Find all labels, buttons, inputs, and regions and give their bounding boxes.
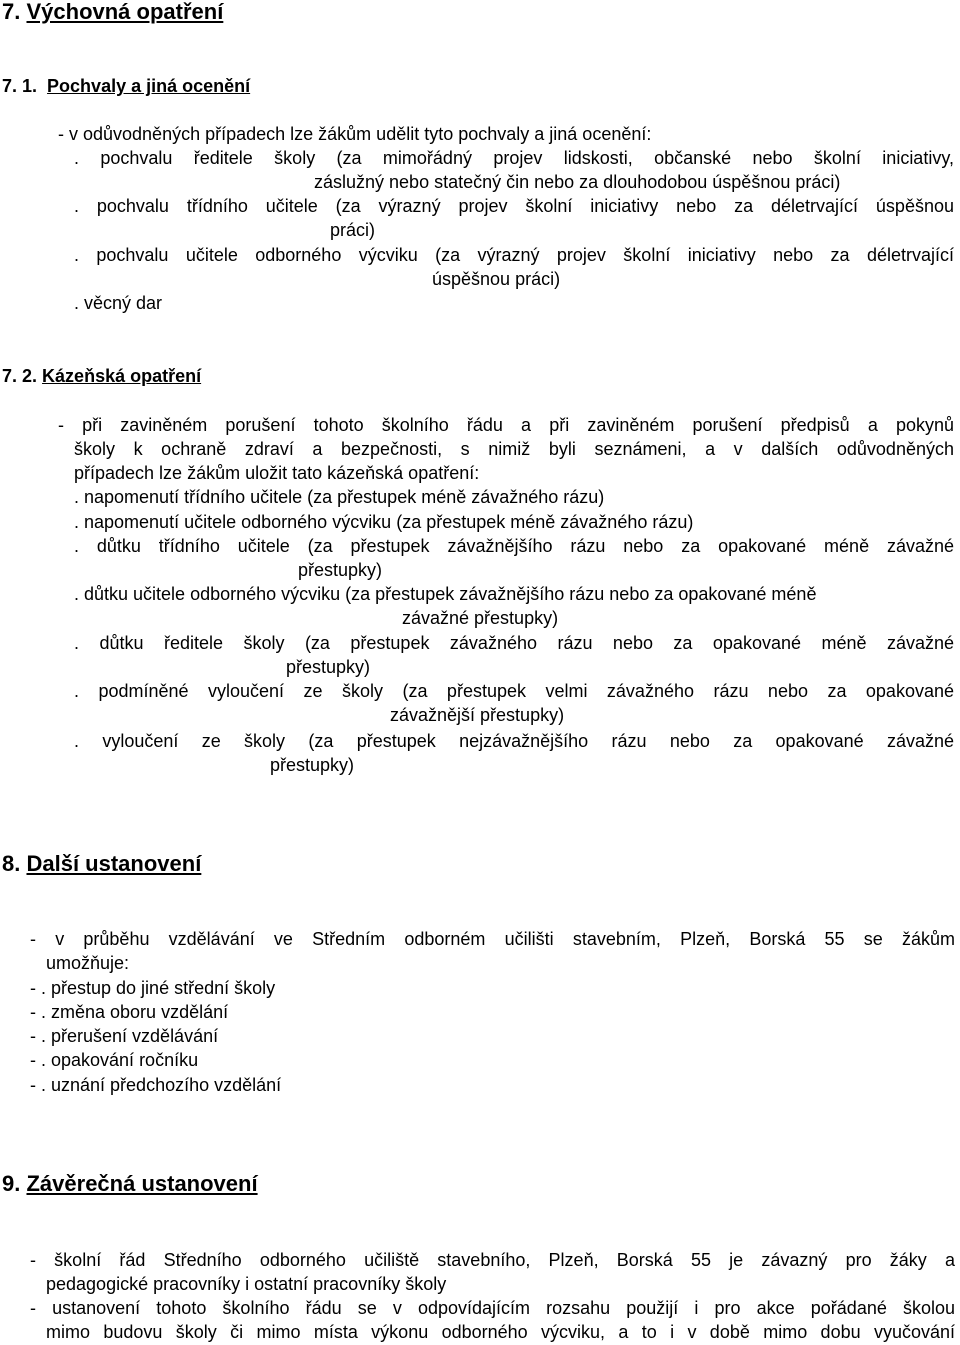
discipline-item-2: . napomenutí učitele odborného výcviku (za přestupek méně závažného rázu) <box>74 512 694 532</box>
discipline-item-4-line-b: závažné přestupky) <box>402 608 559 628</box>
discipline-item-3-line-b: přestupky) <box>298 560 383 580</box>
reward-item-2-line-b: práci) <box>330 220 376 240</box>
subsection-7-1-number: 7. 1. <box>2 76 38 96</box>
section-7-heading <box>2 0 223 26</box>
reward-item-3-line-a: . pochvalu učitele odborného výcviku (za výrazný projev školní iniciativy nebo za déletrvající <box>74 245 954 265</box>
subsection-7-2-heading <box>2 364 201 388</box>
section-9-paragraph-1-line-a: - školní řád Středního odborného učiliště stavebního, Plzeň, Borská 55 je závazný pro žáky a <box>30 1250 955 1270</box>
reward-item-3-line-b: úspěšnou práci) <box>432 269 561 289</box>
discipline-item-1: . napomenutí třídního učitele (za přestupek méně závažného rázu) <box>74 487 605 507</box>
section-8-intro-line-2: umožňuje: <box>46 953 130 973</box>
section-8-item-2: - . změna oboru vzdělání <box>30 1002 229 1022</box>
subsection-7-1-title: Pochvaly a jiná ocenění <box>47 76 251 96</box>
section-7-title: Výchovná opatření <box>26 0 224 24</box>
discipline-intro-line-2: školy k ochraně zdraví a bezpečnosti, s nimiž byli seznámeni, a v dalších odůvodněných <box>74 439 954 459</box>
subsection-7-1-heading <box>2 74 250 98</box>
section-9-paragraph-2-line-b: mimo budovu školy či mimo místa výkonu odborného výcviku, a to i v době mimo dobu vyučování <box>46 1322 955 1342</box>
discipline-item-7-line-b: přestupky) <box>270 755 355 775</box>
section-8-intro-line-1: - v průběhu vzdělávání ve Středním odborném učilišti stavebním, Plzeň, Borská 55 se žákům <box>30 929 955 949</box>
subsection-7-2-title: Kázeňská opatření <box>42 366 202 386</box>
section-9-paragraph-2-line-a: - ustanovení tohoto školního řádu se v odpovídajícím rozsahu použijí i pro akce pořádané školou <box>30 1298 955 1318</box>
section-9-title: Závěrečná ustanovení <box>26 1171 258 1196</box>
reward-item-1-line-a: . pochvalu ředitele školy (za mimořádný projev lidskosti, občanské nebo školní iniciativy, <box>74 148 954 168</box>
section-9-paragraph-1-line-b: pedagogické pracovníky i ostatní pracovníky školy <box>46 1274 447 1294</box>
discipline-item-5-line-a: . důtku ředitele školy (za přestupek závažného rázu nebo za opakované méně závažné <box>74 633 954 653</box>
section-9-number: 9. <box>2 1171 21 1196</box>
discipline-item-7-line-a: . vyloučení ze školy (za přestupek nejzávažnějšího rázu nebo za opakované závažné <box>74 731 954 751</box>
section-7-number: 7. <box>2 0 21 24</box>
section-8-heading <box>2 850 201 878</box>
discipline-intro-line-1: - při zaviněném porušení tohoto školního řádu a při zaviněném porušení předpisů a pokynů <box>58 415 954 435</box>
section-8-item-4: - . opakování ročníku <box>30 1050 199 1070</box>
section-8-number: 8. <box>2 851 21 876</box>
discipline-intro-line-3: případech lze žákům uložit tato kázeňská opatření: <box>74 463 480 483</box>
section-9-heading <box>2 1170 258 1198</box>
reward-item-1-line-b: záslužný nebo statečný čin nebo za dlouhodobou úspěšnou práci) <box>314 172 841 192</box>
reward-item-4: . věcný dar <box>74 293 163 313</box>
discipline-item-6-line-b: závažnější přestupky) <box>390 705 565 725</box>
section-8-title: Další ustanovení <box>26 851 202 876</box>
section-8-item-5: - . uznání předchozího vzdělání <box>30 1075 282 1095</box>
rewards-intro: - v odůvodněných případech lze žákům udělit tyto pochvaly a jiná ocenění: <box>58 124 652 144</box>
reward-item-2-line-a: . pochvalu třídního učitele (za výrazný projev školní iniciativy nebo za déletrvající úspěšnou <box>74 196 954 216</box>
section-8-item-1: - . přestup do jiné střední školy <box>30 978 276 998</box>
discipline-item-5-line-b: přestupky) <box>286 657 371 677</box>
section-8-item-3: - . přerušení vzdělávání <box>30 1026 219 1046</box>
discipline-item-4-line-a: . důtku učitele odborného výcviku (za přestupek závažnějšího rázu nebo za opakované méně <box>74 584 817 604</box>
discipline-item-3-line-a: . důtku třídního učitele (za přestupek závažnějšího rázu nebo za opakované méně závažné <box>74 536 954 556</box>
subsection-7-2-number: 7. 2. <box>2 366 38 386</box>
discipline-item-6-line-a: . podmíněné vyloučení ze školy (za přestupek velmi závažného rázu nebo za opakované <box>74 681 954 701</box>
